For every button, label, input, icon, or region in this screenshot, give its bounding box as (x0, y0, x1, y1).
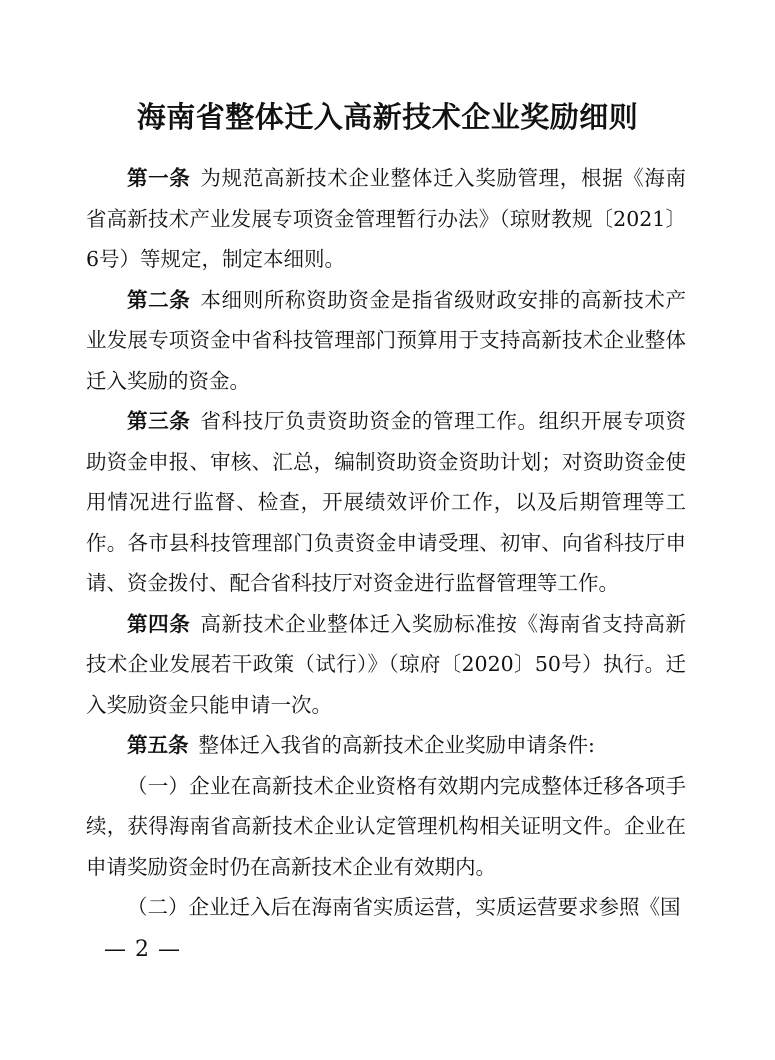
article-4-paragraph (86, 604, 686, 726)
article-1-label: 第一条 (127, 166, 191, 190)
article-5-paragraph (86, 725, 686, 766)
article-3-label: 第三条 (127, 409, 191, 433)
article-1-paragraph (86, 158, 686, 280)
article-3-text: 省科技厅负责资助资金的管理工作。组织开展专项资助资金申报、审核、汇总，编制资助资金资助计划；对资助资金使用情况进行监督、检查，开展绩效评价工作，以及后期管理等工作。各市县科技管理部门负责资金申请受理、初审、向省科技厅申请、资金拨付、配合省科技厅对资金进行监督管理等工作。 (86, 409, 687, 595)
article-4-label: 第四条 (127, 611, 191, 636)
article-5-item-1 (86, 766, 686, 888)
article-2-label: 第二条 (127, 287, 191, 312)
article-4-text: 高新技术企业整体迁入奖励标准按《海南省支持高新技术企业发展若干政策（试行）》（琼府〔2020〕50号）执行。迁入奖励资金只能申请一次。 (86, 611, 687, 717)
document-body (86, 158, 686, 928)
article-5-item-2-text: （二）企业迁入后在海南省实质运营，实质运营要求参照《国 (127, 895, 681, 919)
document-title: 海南省整体迁入高新技术企业奖励细则 (136, 100, 639, 135)
article-2-paragraph (86, 280, 686, 402)
article-5-item-2 (86, 887, 686, 928)
article-2-text: 本细则所称资助资金是指省级财政安排的高新技术产业发展专项资金中省科技管理部门预算用于支持高新技术企业整体迁入奖励的资金。 (86, 287, 687, 393)
article-5-label: 第五条 (127, 733, 189, 757)
page-number: — 2 — (104, 937, 181, 962)
article-5-text: 整体迁入我省的高新技术企业奖励申请条件: (198, 733, 595, 757)
article-5-item-1-text: （一）企业在高新技术企业资格有效期内完成整体迁移各项手续，获得海南省高新技术企业认定管理机构相关证明文件。企业在申请奖励资金时仍在高新技术企业有效期内。 (86, 773, 686, 879)
article-3-paragraph (86, 401, 686, 604)
article-1-text: 为规范高新技术企业整体迁入奖励管理，根据《海南省高新技术产业发展专项资金管理暂行办法》（琼财教规〔2021〕6号）等规定，制定本细则。 (86, 166, 687, 271)
